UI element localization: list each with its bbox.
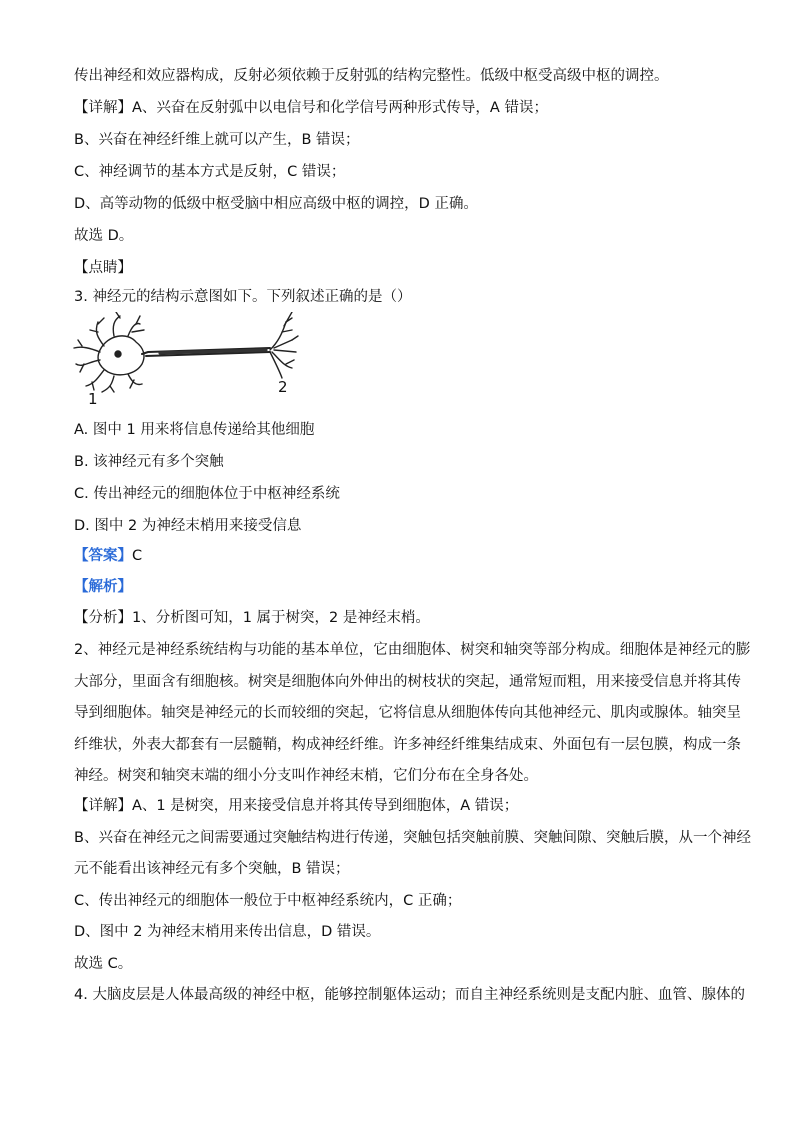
detail-line-c: C、传出神经元的细胞体一般位于中枢神经系统内，C 正确； (74, 893, 462, 909)
answer-tag: 【答案】 (74, 548, 132, 564)
option-a: A. 图中 1 用来将信息传递给其他细胞 (74, 422, 315, 438)
paragraph-2-line-5: 神经。树突和轴突末端的细小分支叫作神经末梢，它们分布在全身各处。 (74, 768, 538, 784)
line-6: 故选 D。 (74, 228, 134, 244)
analysis-line-1 (74, 608, 734, 628)
detail-line-a (74, 796, 734, 816)
section-tag-analysis: 【分析】 (74, 610, 132, 626)
neuron-diagram (70, 312, 302, 410)
line-1: 传出神经和效应器构成，反射必须依赖于反射弧的结构完整性。低级中枢受高级中枢的调控。 (74, 68, 669, 84)
paragraph-2-line-4: 纤维状，外表大都套有一层髓鞘，构成神经纤维。许多神经纤维集结成束、外面包有一层包膜，构成一条 (74, 737, 741, 753)
question-3: 3. 神经元的结构示意图如下。下列叙述正确的是（） (74, 289, 412, 305)
line-2-text: A、兴奋在反射弧中以电信号和化学信号两种形式传导，A 错误； (132, 100, 548, 116)
detail-line-d: D、图中 2 为神经末梢用来传出信息，D 错误。 (74, 924, 381, 940)
figure-label-2: 2 (278, 378, 288, 396)
section-tag-detail-2: 【详解】 (74, 798, 132, 814)
section-tag-tip: 【点睛】 (74, 260, 132, 276)
analysis-text: 1、分析图可知，1 属于树突，2 是神经末梢。 (132, 610, 430, 626)
detail-a-text: A、1 是树突，用来接受信息并将其传导到细胞体，A 错误； (132, 798, 519, 814)
option-d: D. 图中 2 为神经末梢用来接受信息 (74, 518, 302, 534)
answer-line (74, 546, 734, 566)
detail-line-b1: B、兴奋在神经元之间需要通过突触结构进行传递，突触包括突触前膜、突触间隙、突触后膜，从一个神经 (74, 830, 751, 846)
detail-line-choice: 故选 C。 (74, 956, 133, 972)
paragraph-2-line-1: 2、神经元是神经系统结构与功能的基本单位，它由细胞体、树突和轴突等部分构成。细胞体是神经元的膨 (74, 642, 751, 658)
neuron-drawing (70, 312, 302, 410)
detail-line-b2: 元不能看出该神经元有多个突触，B 错误； (74, 861, 350, 877)
option-c: C. 传出神经元的细胞体位于中枢神经系统 (74, 486, 340, 502)
answer-value: C (132, 548, 143, 564)
paragraph-2-line-2: 大部分，里面含有细胞核。树突是细胞体向外伸出的树枝状的突起，通常短而粗，用来接受信息并将其传 (74, 674, 741, 690)
option-b: B. 该神经元有多个突触 (74, 454, 224, 470)
line-2 (74, 98, 734, 118)
figure-label-1: 1 (88, 390, 98, 408)
section-tag-detail: 【详解】 (74, 100, 132, 116)
analysis-tag: 【解析】 (74, 579, 132, 595)
paragraph-2-line-3: 导到细胞体。轴突是神经元的长而较细的突起，它将信息从细胞体传向其他神经元、肌肉或腺体。轴突呈 (74, 705, 741, 721)
question-4: 4. 大脑皮层是人体最高级的神经中枢，能够控制躯体运动；而自主神经系统则是支配内脏、血管、腺体的 (74, 987, 745, 1003)
line-4: C、神经调节的基本方式是反射，C 错误； (74, 164, 346, 180)
line-5: D、高等动物的低级中枢受脑中相应高级中枢的调控，D 正确。 (74, 196, 478, 212)
line-3: B、兴奋在神经纤维上就可以产生，B 错误； (74, 132, 360, 148)
